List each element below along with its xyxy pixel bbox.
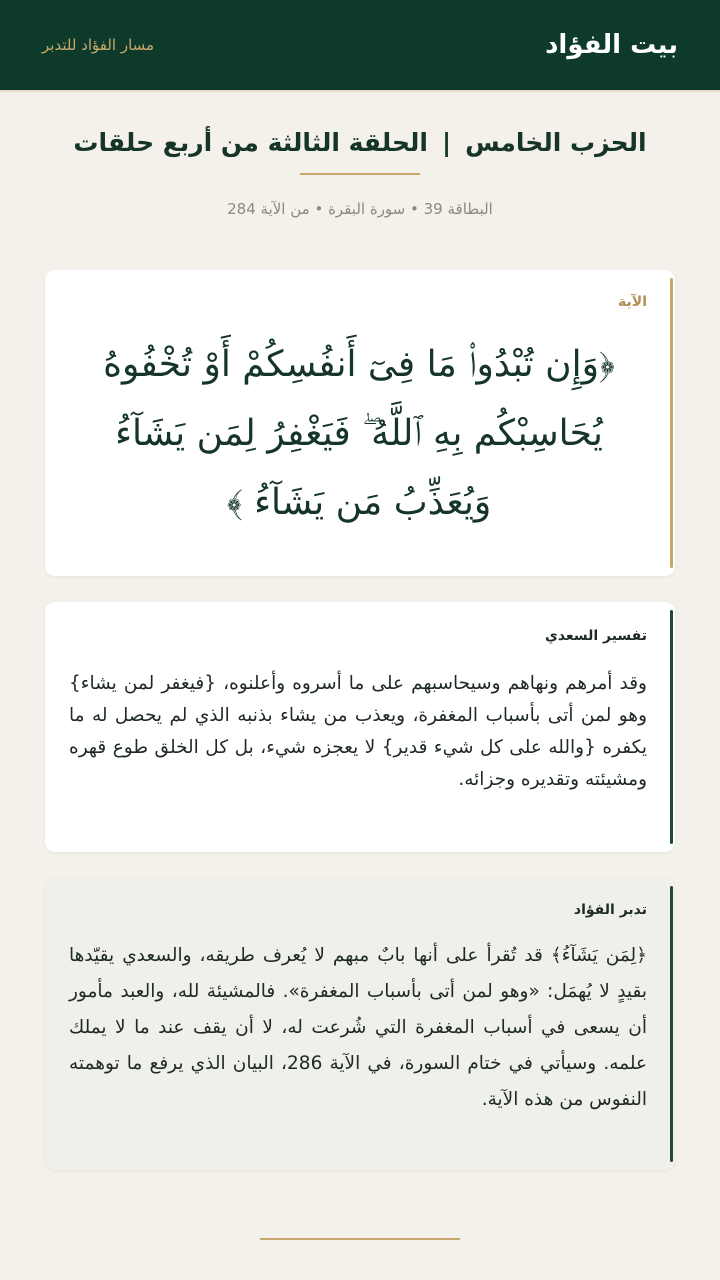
episode-title: الحلقة الثالثة من أربع حلقات <box>73 128 428 157</box>
tafsir-card <box>45 602 675 852</box>
tadabbur-text: ﴿لِمَن يَشَآءُ﴾ قد تُقرأ على أنها بابٌ مبهم لا يُعرف طريقه، والسعدي يقيّدها بقيدٍ لا يُهمَل: «وهو لمن أتى بأسباب المغفرة». فالمشيئة لله، والعبد مأمور أن يسعى في أسباب المغفرة التي شُرعت له، لا أن يقف عند ما لا يملك علمه. وسيأتي في ختام السورة، في الآية 286، البيان الذي يرفع ما توهمته النفوس من هذه الآية. <box>69 945 647 1110</box>
heading-separator: | <box>441 128 452 157</box>
heading-underline <box>300 173 420 175</box>
bottom-divider <box>260 1238 460 1240</box>
verse-accent-bar <box>670 278 673 568</box>
header-divider <box>0 90 720 92</box>
session-heading <box>0 128 720 157</box>
verse-text: ﴿وَإِن تُبْدُوا۟ مَا فِىٓ أَنفُسِكُمْ أَوْ تُخْفُوهُ يُحَاسِبْكُم بِهِ ٱللَّهُ ۖ فَيَغْفِرُ لِمَن يَشَآءُ وَيُعَذِّبُ مَن يَشَآءُ ﴾ <box>103 344 615 523</box>
part-title: الحزب الخامس <box>465 128 647 157</box>
card-meta: البطاقة 39 • سورة البقرة • من الآية 284 <box>227 200 493 218</box>
app-brand-title: بيت الفؤاد <box>545 30 678 60</box>
tadabbur-card <box>45 878 675 1170</box>
tadabbur-label: تدبر الفؤاد <box>573 902 647 918</box>
app-subtitle: مسار الفؤاد للتدبر <box>42 36 155 54</box>
tadabbur-accent-bar <box>670 886 673 1162</box>
tafsir-accent-bar <box>670 610 673 844</box>
tafsir-text: وقد أمرهم ونهاهم وسيحاسبهم على ما أسروه وأعلنوه، {فيغفر لمن يشاء} وهو لمن أتى بأسباب المغفرة، ويعذب من يشاء بذنبه الذي لم يحصل له ما يكفره {والله على كل شيء قدير} لا يعجزه شيء، بل كل الخلق طوع قهره ومشيئته وتقديره وجزائه. <box>69 673 647 790</box>
verse-card <box>45 270 675 576</box>
verse-label: الآية <box>618 294 647 310</box>
app-header <box>0 0 720 90</box>
tafsir-label: تفسير السعدي <box>545 628 647 644</box>
